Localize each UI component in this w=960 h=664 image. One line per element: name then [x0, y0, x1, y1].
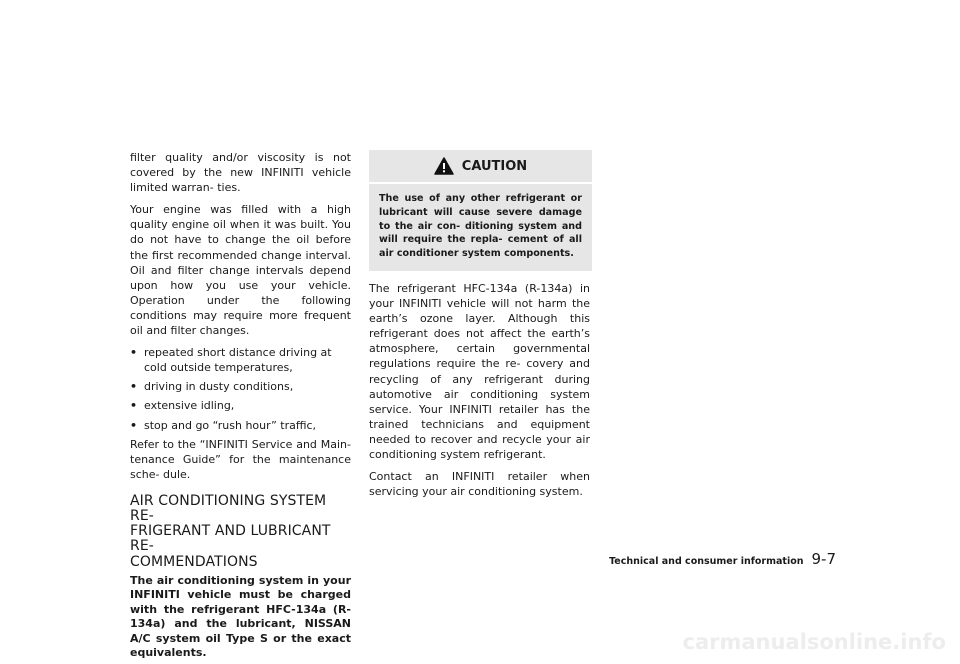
page-number: 9-7	[811, 550, 836, 568]
bullet-icon: •	[130, 380, 138, 394]
list-item: • extensive idling,	[130, 399, 235, 413]
bullet-icon: •	[130, 418, 138, 432]
caution-header	[369, 150, 592, 184]
paragraph-ozone: The refrigerant HFC-134a (R-134a) in your INFINITI vehicle will not harm the earth’s ozone layer. Although this refrigerant does not affect the earth’s atmosphere, certain governmental regulations require the re- covery and recycling of any refrigerant during automotive air conditioning system service. Your INFINITI retailer has the trained technicians and equipment needed to recover and recycle your air conditioning system refrigerant.	[369, 281, 590, 462]
paragraph-engine-oil: Your engine was filled with a high quality engine oil when it was built. You do not have to change the oil before the first recommended change interval. Oil and filter change intervals depend upon how you use your vehicle. Operation under the following conditions may require more frequent oil and filter changes.	[130, 203, 351, 338]
conditions-list	[130, 345, 351, 432]
footer-section-title: Technical and consumer information	[609, 556, 804, 567]
caution-box	[369, 150, 592, 271]
bullet-icon: •	[130, 399, 138, 413]
caution-title: CAUTION	[461, 158, 528, 174]
watermark: carmanualsonline.info	[682, 630, 946, 654]
right-column	[369, 150, 590, 506]
warning-triangle-icon	[434, 157, 454, 175]
list-item: • repeated short distance driving at cold outside temperatures,	[130, 346, 332, 375]
caution-text: The use of any other refrigerant or lubricant will cause severe damage to the air con- ditioning system and will require the repla- cement of all air conditioner system components.	[379, 193, 582, 260]
paragraph-refer-guide: Refer to the “INFINITI Service and Main- tenance Guide” for the maintenance sche- dule.	[130, 437, 351, 481]
paragraph-refrigerant-spec: The air conditioning system in your INFINITI vehicle must be charged with the refrigerant HFC-134a (R-134a) and the lubricant, NISSAN A/C system oil Type S or the exact equivalents.	[130, 573, 351, 659]
list-item: • driving in dusty conditions,	[130, 380, 294, 394]
section-heading: AIR CONDITIONING SYSTEM RE- FRIGERANT AND LUBRICANT RE- COMMENDATIONS	[130, 492, 331, 570]
left-column	[130, 150, 351, 660]
paragraph-warranty: filter quality and/or viscosity is not covered by the new INFINITI vehicle limited warran- ties.	[130, 151, 351, 195]
paragraph-contact-retailer: Contact an INFINITI retailer when servicing your air conditioning system.	[369, 470, 590, 499]
page-footer	[609, 550, 836, 568]
bullet-icon: •	[130, 346, 138, 360]
list-item: • stop and go “rush hour” traffic,	[130, 418, 317, 432]
